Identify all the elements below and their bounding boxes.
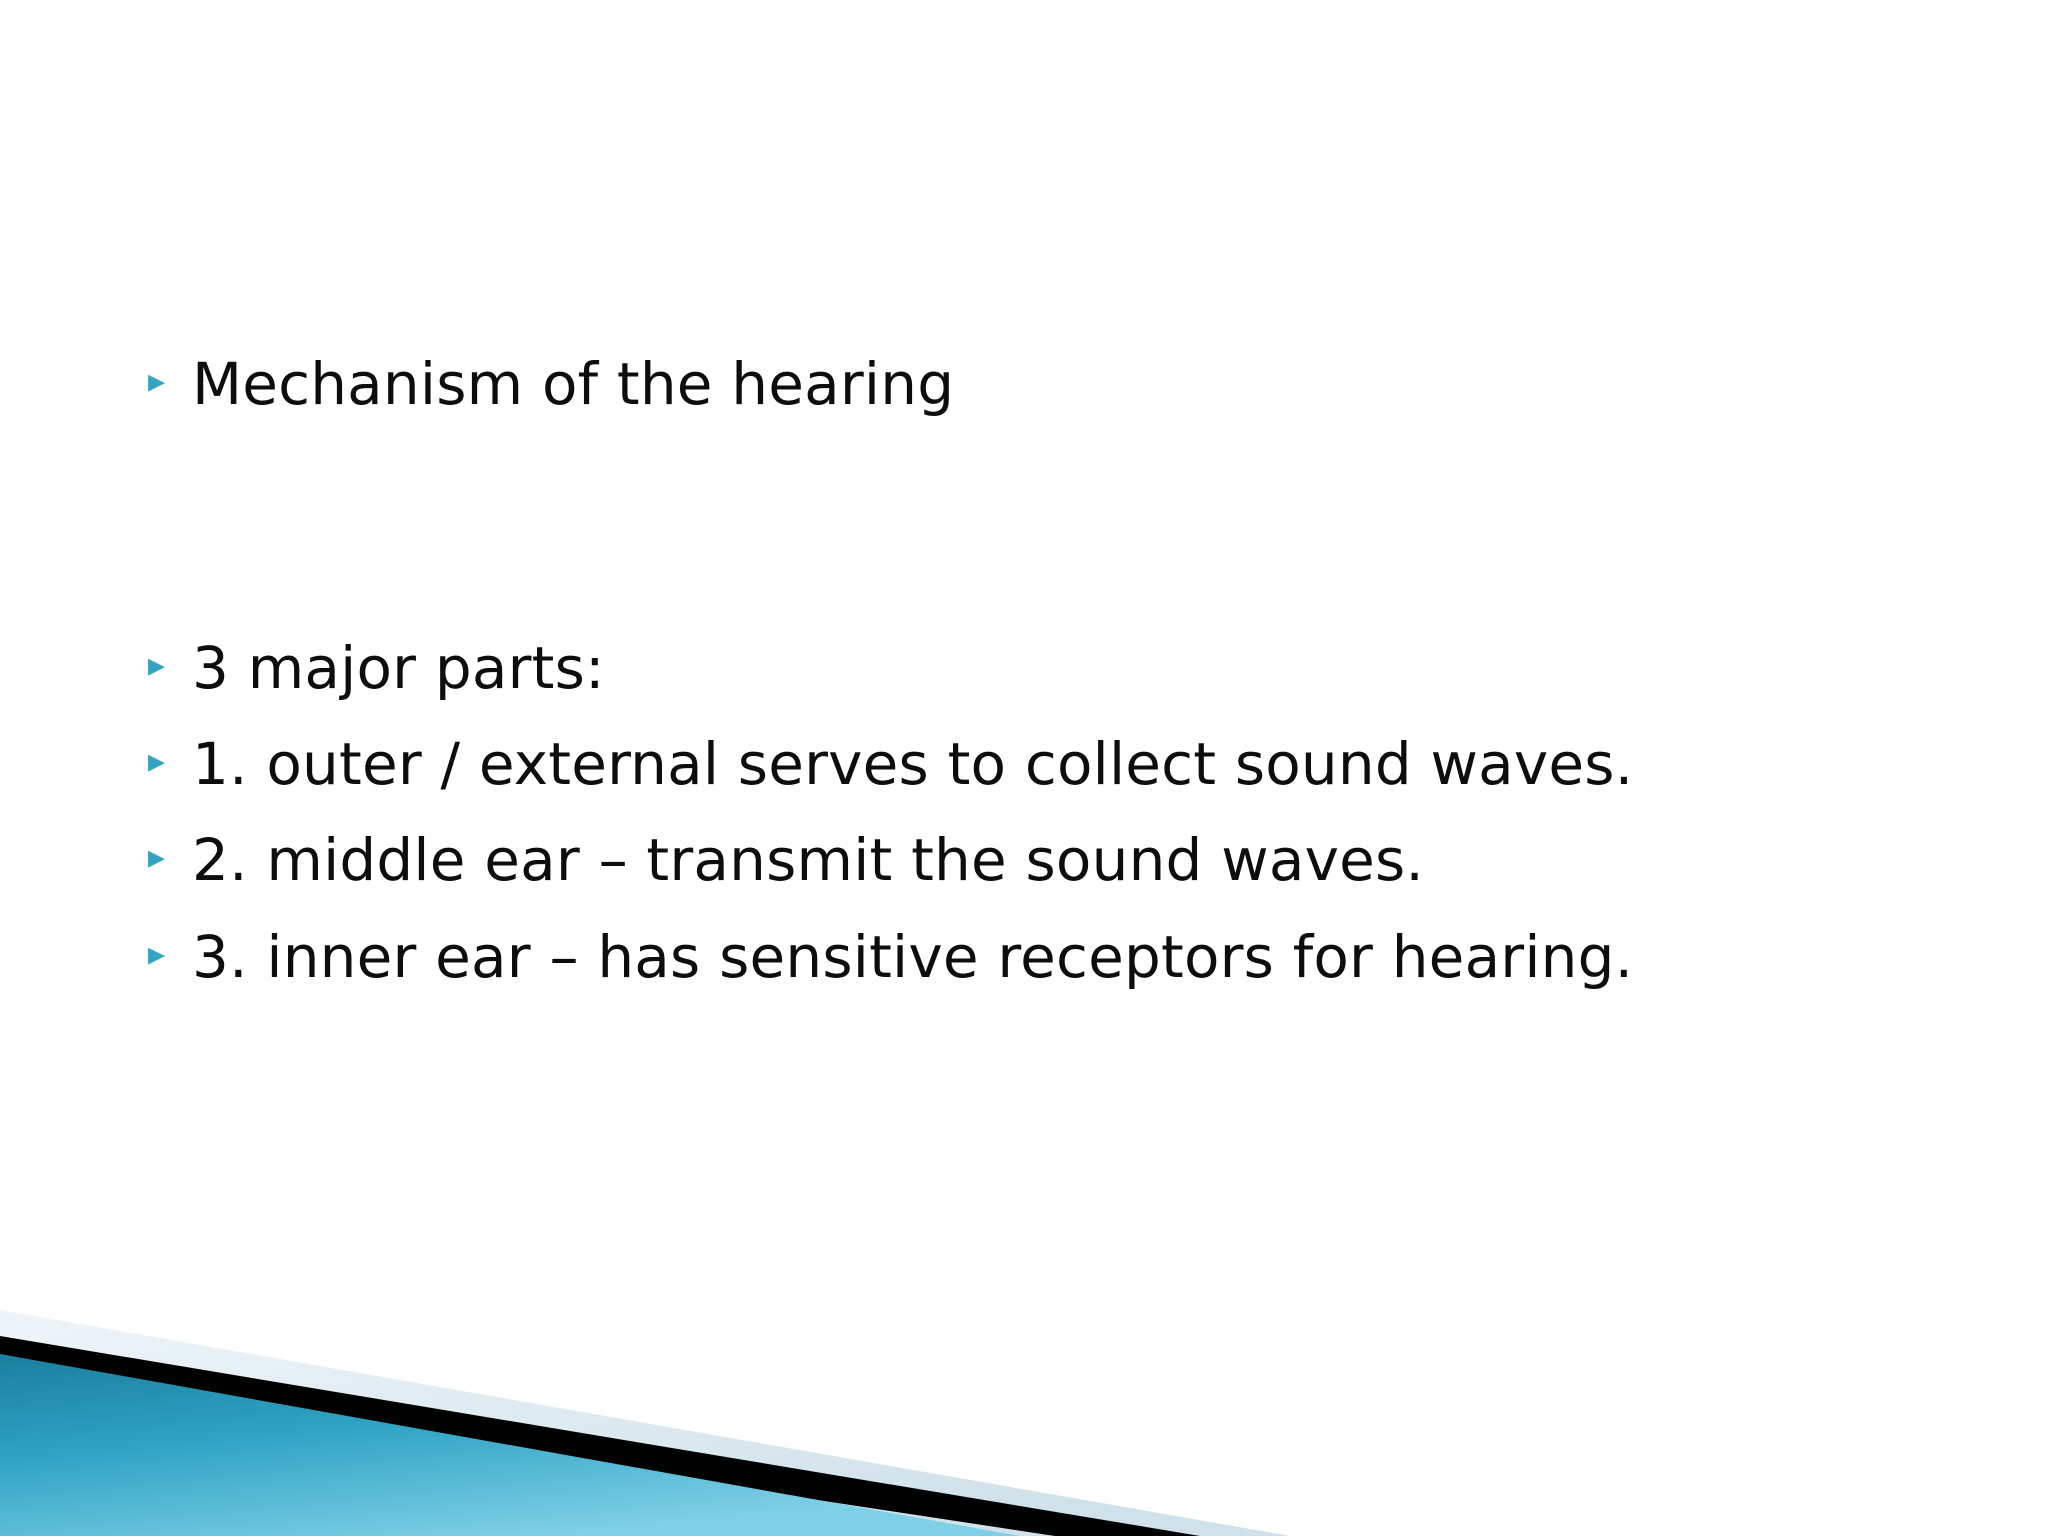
- line-spacer: [148, 905, 1888, 913]
- list-item: [148, 340, 1888, 428]
- bullet-arrow-icon: ▸: [148, 933, 166, 974]
- line-spacer: [148, 808, 1888, 816]
- bullet-arrow-icon: ▸: [148, 837, 166, 878]
- list-item: [148, 913, 1888, 1001]
- slide-body: [148, 340, 1888, 1001]
- list-item: [148, 816, 1888, 904]
- list-item: [148, 624, 1888, 712]
- list-item-label: Mechanism of the hearing: [192, 350, 955, 418]
- paragraph-spacer: [148, 428, 1888, 624]
- line-spacer: [148, 712, 1888, 720]
- bullet-arrow-icon: ▸: [148, 741, 166, 782]
- list-item-label: 3 major parts:: [192, 634, 605, 703]
- list-item-label: 1. outer / external serves to collect sound waves.: [192, 730, 1634, 799]
- bullet-arrow-icon: ▸: [148, 645, 166, 686]
- list-item-label: 2. middle ear – transmit the sound waves.: [192, 826, 1425, 895]
- bullet-arrow-icon: ▸: [148, 361, 166, 401]
- list-item-label: 3. inner ear – has sensitive receptors for hearing.: [192, 922, 1634, 991]
- bottom-left-corner-ribbon-icon: [0, 1236, 1290, 1536]
- list-item: [148, 720, 1888, 808]
